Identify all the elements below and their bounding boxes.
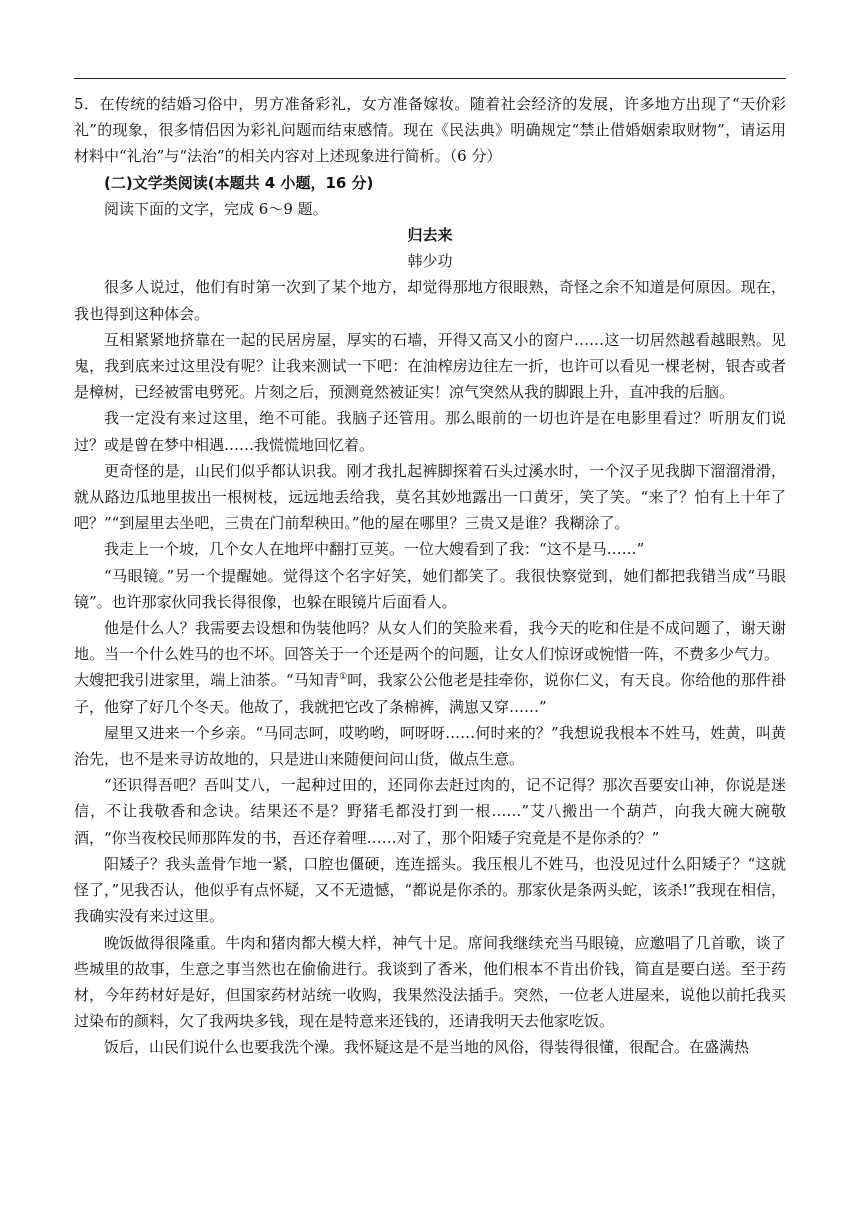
story-paragraph: 饭后，山民们说什么也要我洗个澡。我怀疑这是不是当地的风俗，得装得很懂，很配合。在盛满热 bbox=[104, 1038, 750, 1057]
story-paragraph: 我走上一个坡，几个女人在地坪中翻打豆荚。一位大嫂看到了我：“这不是马……” bbox=[104, 540, 645, 559]
question-5: 5．在传统的结婚习俗中，男方准备彩礼，女方准备嫁妆。随着社会经济的发展，许多地方出现了“天价彩礼”的现象，很多情侣因为彩礼问题而结束感情。现在《民法典》明确规定“禁止借婚姻索取财物”，请运用材料中“礼治”与“法治”的相关内容对上述现象进行简析。（6 分） bbox=[74, 95, 786, 166]
story-paragraph: 屋里又进来一个乡亲。“马同志呵，哎哟哟，呵呀呀……何时来的？”我想说我根本不姓马，姓黄，叫黄治先，也不是来寻访故地的，只是进山来随便问问山货，做点生意。 bbox=[74, 723, 786, 769]
story-title: 归去来 bbox=[407, 226, 453, 245]
header-rule bbox=[74, 78, 786, 79]
dasao-text-before: 大嫂把我引进家里，端上油茶。“马知青 bbox=[74, 671, 340, 690]
story-paragraph: 我一定没有来过这里，绝不可能。我脑子还管用。那么眼前的一切也许是在电影里看过？听朋友们说过？或是曾在梦中相遇……我慌慌地回忆着。 bbox=[74, 409, 786, 454]
story-author: 韩少功 bbox=[407, 252, 453, 271]
story-paragraph-dasao bbox=[74, 667, 786, 719]
dasao-text-after: 呵，我家公公他老是挂牵你，说你仁义，有天良。你给他的那件褂子，他穿了好几个冬天。他故了，我就把它改了条棉裤，满崽又穿……” bbox=[74, 671, 786, 716]
reading-instruction: 阅读下面的文字，完成 6～9 题。 bbox=[104, 199, 328, 218]
story-paragraph: 晚饭做得很隆重。牛肉和猪肉都大模大样，神气十足。席间我继续充当马眼镜，应邀唱了几首歌，谈了些城里的故事，生意之事当然也在偷偷进行。我谈到了香米，他们根本不肯出价钱，简直是要白送。至于药材，今年药材好是好，但国家药材站统一收购，我果然没法插手。突然，一位老人进屋来，说他以前托我买过染布的颜料，欠了我两块多钱，现在是特意来还钱的，还请我明天去他家吃饭。 bbox=[74, 933, 786, 1031]
section-heading: (二)文学类阅读(本题共 4 小题，16 分) bbox=[104, 173, 374, 192]
footnote-marker: ① bbox=[339, 672, 348, 683]
story-paragraph: 他是什么人？我需要去设想和伪装他吗？从女人们的笑脸来看，我今天的吃和住是不成问题了，谢天谢地。当一个什么姓马的也不坏。回答关于一个还是两个的问题，让女人们惊讶或惋惜一阵，不费多少气力。 bbox=[74, 619, 786, 664]
story-paragraph: “还识得吾吧？吾叫艾八，一起种过田的，还同你去赶过肉的，记不记得？那次吾要安山神，你说是迷信，不让我敬香和念诀。结果还不是？野猪毛都没打到一根……”艾八搬出一个葫芦，向我大碗大碗敬酒，“你当夜校民师那阵发的书，吾还存着哩……对了，那个阳矮子究竟是不是你杀的？” bbox=[74, 776, 786, 847]
story-paragraph: 很多人说过，他们有时第一次到了某个地方，却觉得那地方很眼熟，奇怪之余不知道是何原因。现在，我也得到这种体会。 bbox=[74, 278, 786, 323]
story-paragraph: 阳矮子？我头盖骨乍地一紧，口腔也僵硬，连连摇头。我压根儿不姓马，也没见过什么阳矮子？“这就怪了，”见我否认，他似乎有点怀疑，又不无遗憾，“都说是你杀的。那家伙是条两头蛇，该杀!”我现在相信，我确实没有来过这里。 bbox=[74, 854, 786, 926]
document-body bbox=[74, 91, 786, 1061]
story-paragraph: 互相紧紧地挤靠在一起的民居房屋，厚实的石墙，开得又高又小的窗户……这一切居然越看越眼熟。见鬼，我到底来过这里没有呢？让我来测试一下吧：在油榨房边往左一折，也许可以看见一棵老树，银杏或者是樟树，已经被雷电劈死。片刻之后，预测竟然被证实！凉气突然从我的脚跟上升，直冲我的后脑。 bbox=[74, 330, 786, 402]
story-paragraph: “马眼镜。”另一个提醒她。觉得这个名字好笑，她们都笑了。我很快察觉到，她们都把我错当成“马眼镜”。也许那家伙同我长得很像，也躲在眼镜片后面看人。 bbox=[74, 566, 786, 611]
story-paragraph: 更奇怪的是，山民们似乎都认识我。刚才我扎起裤脚探着石头过溪水时，一个汉子见我脚下溜溜滑滑，就从路边瓜地里拔出一根树枝，远远地丢给我，莫名其妙地露出一口黄牙，笑了笑。“来了？怕有上十年了吧？”“到屋里去坐吧，三贵在门前犁秧田。”他的屋在哪里？三贵又是谁？我糊涂了。 bbox=[74, 461, 786, 533]
